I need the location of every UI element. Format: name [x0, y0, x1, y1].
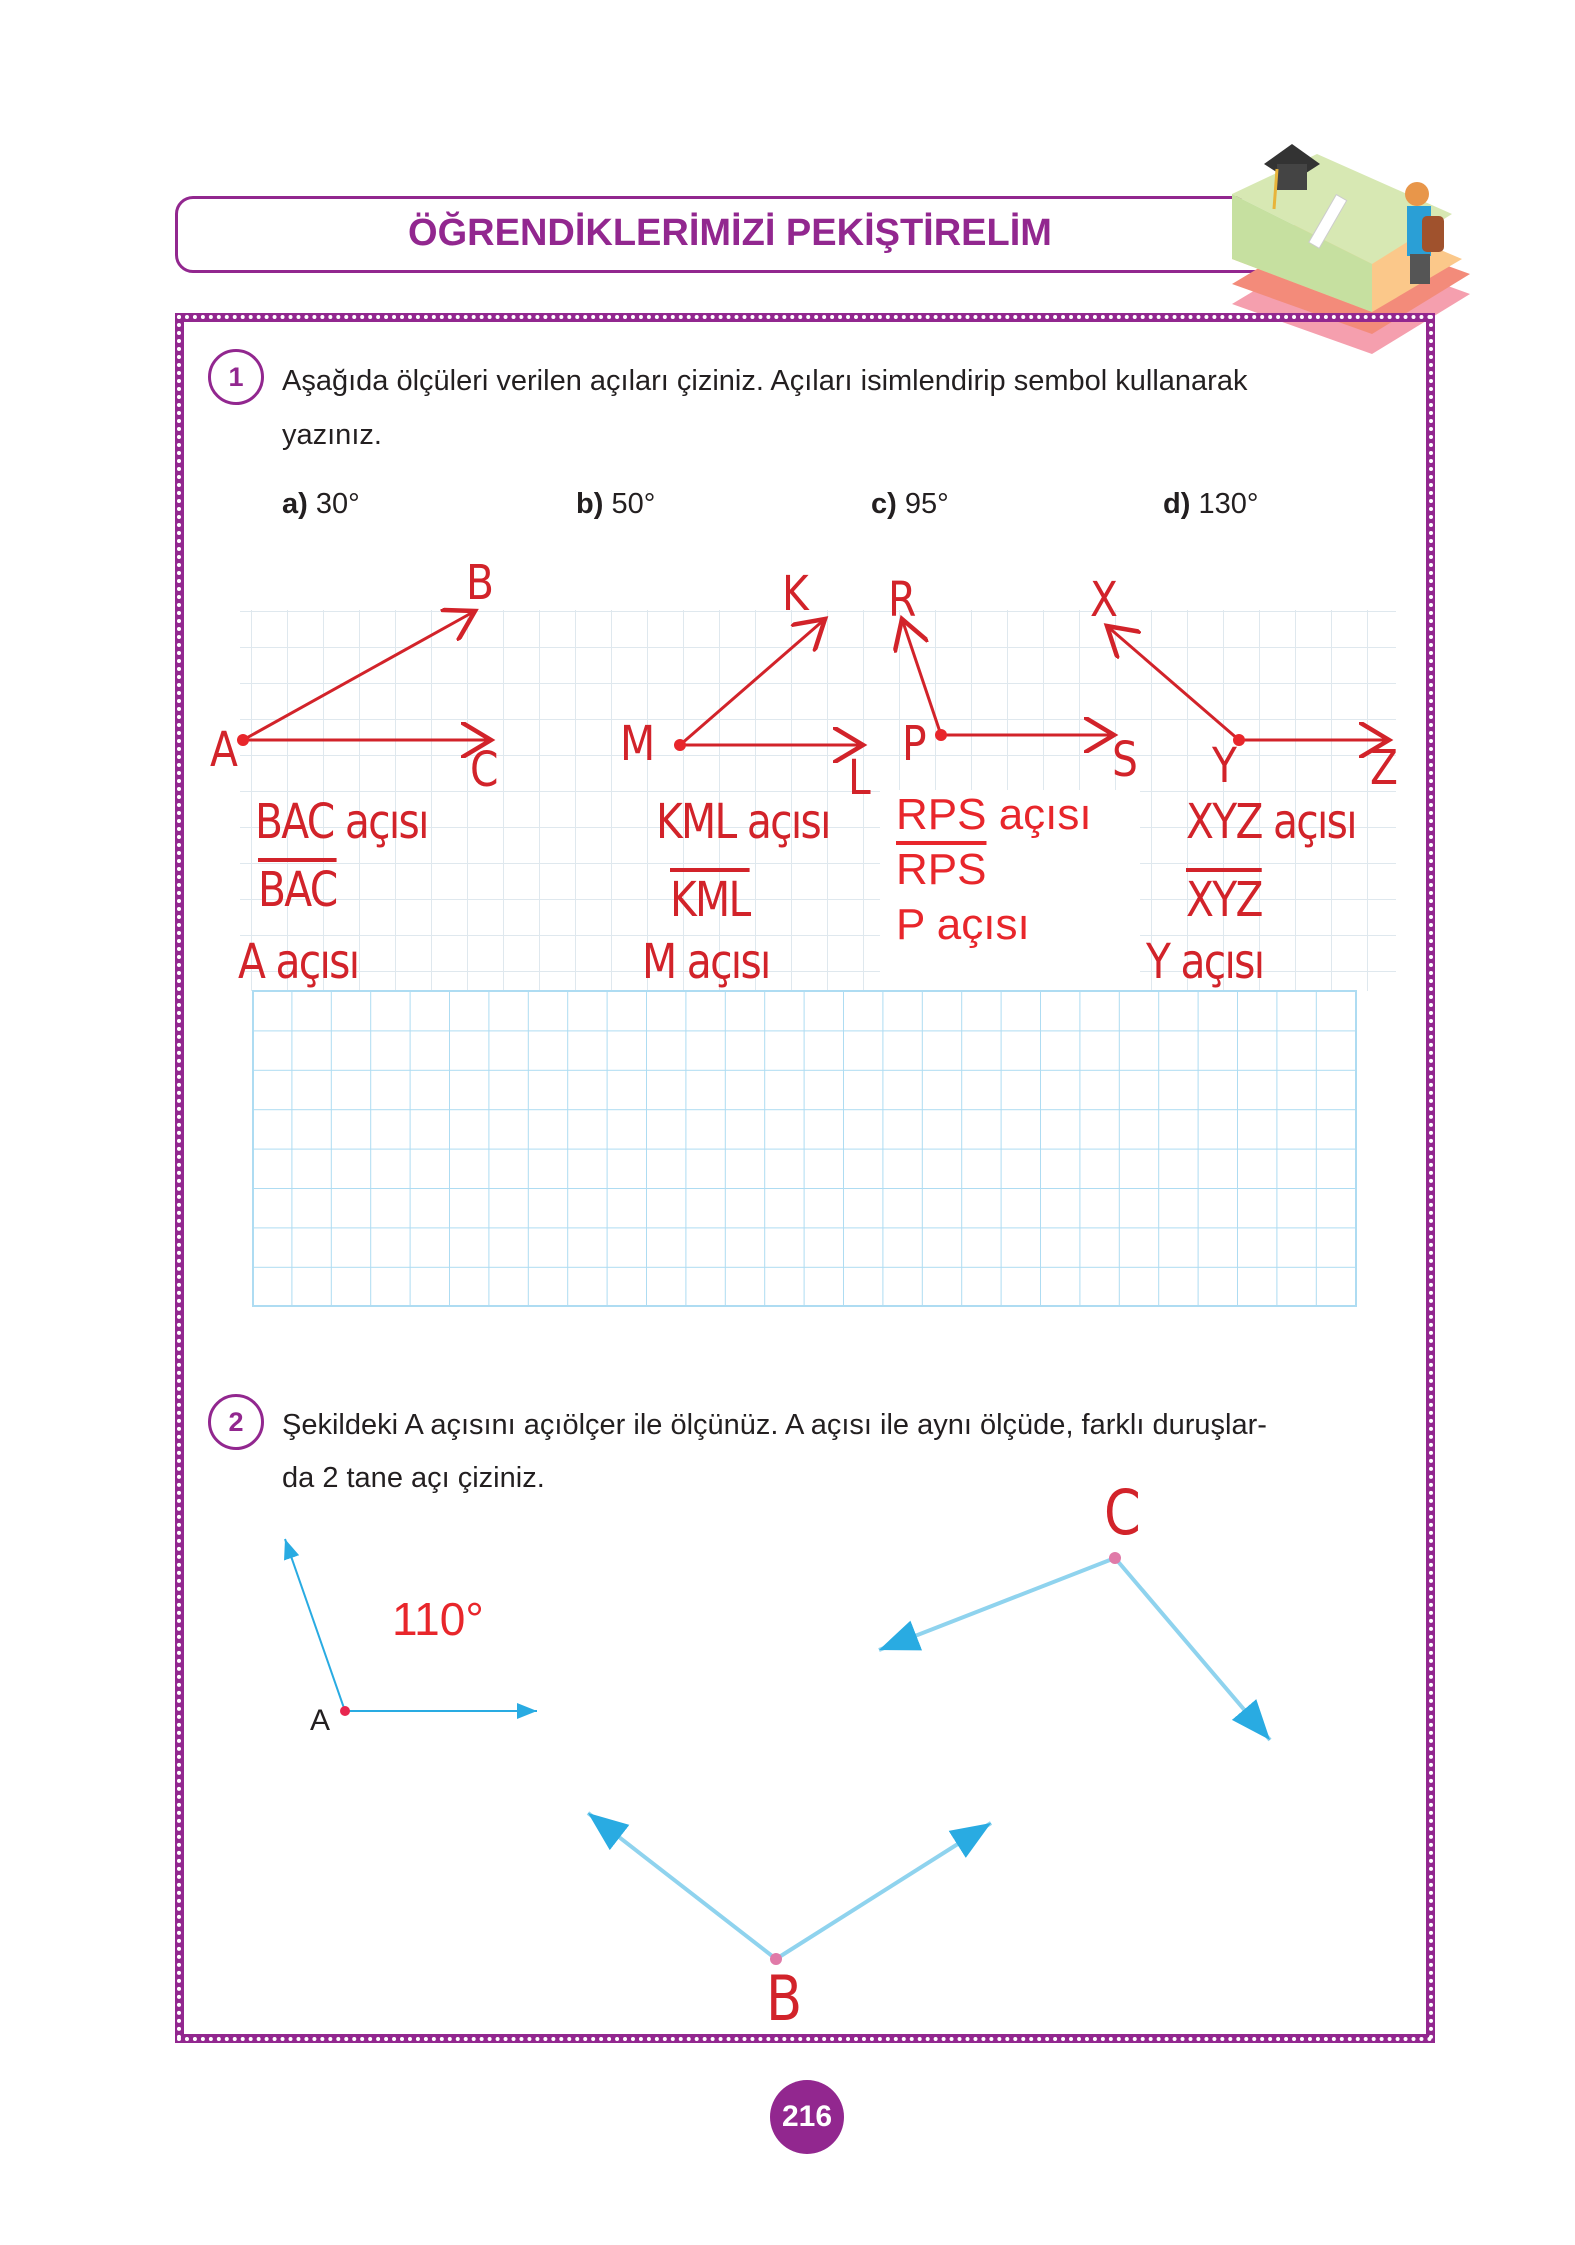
point-label-x: X: [1090, 572, 1117, 628]
answer-d-symbol: $\overline{XYZ}$: [1186, 872, 1262, 928]
point-label-k: K: [782, 566, 808, 622]
option-value: 50°: [611, 488, 656, 520]
vertex-c-point: [1109, 1552, 1121, 1564]
point-label-p: P: [902, 716, 925, 772]
question-2-number: 2: [208, 1394, 264, 1450]
option-letter: a): [282, 488, 308, 520]
answer-d-vertex: Y açısı: [1146, 934, 1264, 990]
angle-b-ray-left: [588, 1813, 776, 1959]
answer-a-symbol: $\overline{BAC}$: [258, 862, 337, 918]
answer-d-name: XYZ açısı: [1186, 794, 1356, 850]
section-title: ÖĞRENDİKLERİMİZİ PEKİŞTİRELİM: [408, 212, 1052, 254]
angle-a-measure: 110°: [392, 1593, 484, 1645]
answer-b-symbol: $\overline{KML}$: [670, 872, 750, 928]
angle-a-label: A: [310, 1704, 331, 1737]
option-value: 130°: [1198, 488, 1259, 520]
point-label-c: C: [470, 742, 497, 798]
angle-c-ray-right: [1115, 1558, 1270, 1740]
angle-c-ray-left: [879, 1558, 1115, 1650]
answer-a-name: BAC açısı: [255, 794, 428, 850]
answer-b-vertex: M açısı: [642, 934, 770, 990]
answer-c-symbol: $\overline{RPS}$: [896, 845, 987, 894]
answer-b-name: KML açısı: [656, 794, 830, 850]
point-label-z: Z: [1370, 740, 1397, 796]
point-label-b: B: [466, 555, 493, 611]
point-label-l: L: [848, 750, 870, 806]
point-label-y: Y: [1212, 738, 1236, 794]
answer-c-name: RPS açısı: [896, 790, 1092, 839]
option-value: 95°: [904, 488, 949, 520]
point-label-m: M: [620, 716, 654, 772]
point-label-b-drawn: B: [766, 1962, 801, 2035]
drawing-grid[interactable]: [253, 991, 1356, 1306]
question-1-text-line-1: Aşağıda ölçüleri verilen açıları çiziniz. Açıları isimlendirip sembol kullanarak: [282, 365, 1248, 397]
vertex-a: [237, 734, 249, 746]
answer-c-vertex: P açısı: [896, 900, 1030, 949]
option-value: 30°: [315, 488, 360, 520]
angle-b-ray-right: [776, 1823, 991, 1959]
option-letter: d): [1163, 488, 1191, 520]
question-1-number: 1: [208, 349, 264, 405]
question-2-text-line-1: Şekildeki A açısını açıölçer ile ölçünüz. A açısı ile aynı ölçüde, farklı duruşlar-: [282, 1409, 1267, 1441]
vertex-p: [935, 729, 947, 741]
page-number: 216: [770, 2080, 844, 2154]
point-label-r: R: [888, 572, 915, 628]
question-2-text-line-2: da 2 tane açı çiziniz.: [282, 1462, 545, 1494]
option-letter: c): [871, 488, 897, 520]
question-1-text-line-2: yazınız.: [282, 419, 382, 451]
point-label-s: S: [1112, 732, 1137, 788]
vertex-m: [674, 739, 686, 751]
option-letter: b): [576, 488, 604, 520]
point-label-a: A: [210, 722, 237, 778]
point-label-c-drawn: C: [1104, 1476, 1140, 1549]
answer-a-vertex: A açısı: [238, 934, 359, 990]
angle-a-ray-upper: [285, 1539, 345, 1711]
vertex-a-point: [340, 1706, 350, 1716]
